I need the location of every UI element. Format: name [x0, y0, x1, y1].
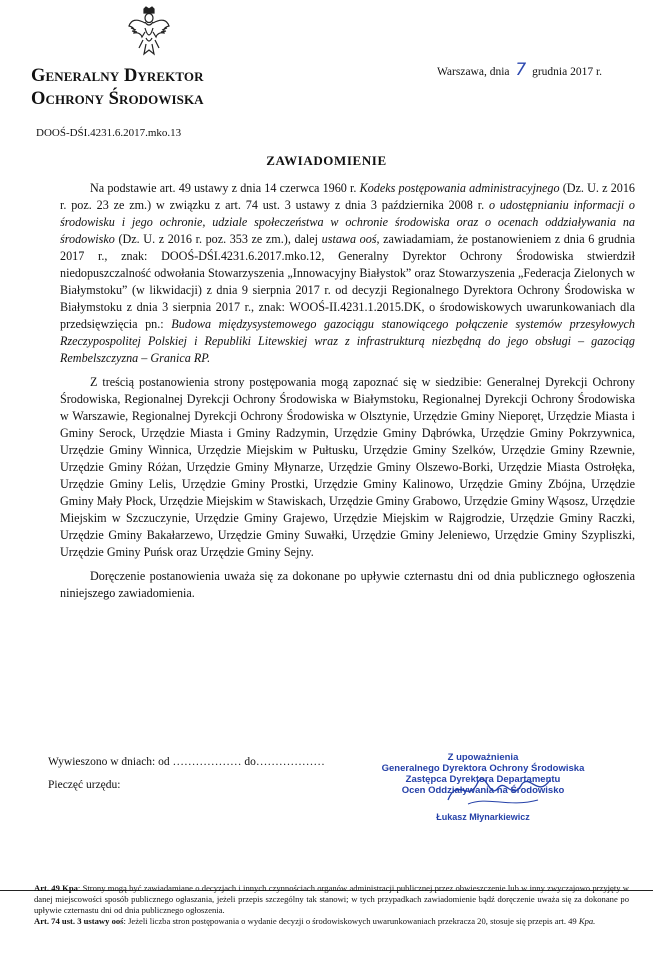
stamp-line-1: Z upoważnienia	[447, 752, 519, 763]
footnote-2-text: : Jeżeli liczba stron postępowania o wydanie decyzji o środowiskowych uwarunkowaniach przekracza 20, stosuje się przepis art. 49	[123, 916, 579, 926]
footnotes	[34, 883, 629, 927]
reference-number: DOOŚ-DŚI.4231.6.2017.mko.13	[36, 127, 182, 139]
issuer-line-2: Ochrony Środowiska	[31, 89, 204, 109]
document-title: ZAWIADOMIENIE	[266, 153, 387, 168]
polish-eagle-emblem-icon	[128, 6, 170, 56]
p1-text-a: Na podstawie art. 49 ustawy z dnia 14 czerwca 1960 r.	[90, 181, 360, 195]
place-prefix: Warszawa, dnia	[437, 66, 510, 78]
p1-text-e: (Dz. U. z 2016 r. poz. 353 ze zm.), dalej	[114, 232, 322, 246]
stamp-line-2: Generalnego Dyrektora Ochrony Środowiska	[381, 763, 585, 774]
handwritten-day: 7	[515, 60, 527, 80]
p1-project-name: Budowa międzysystemowego gazociągu stanowiącego połączenie systemów przesyłowych Rzeczypospolitej Polskiej i Republiki Litewskiej wraz z infrastrukturą niezbędną do jego obsługi – gazociąg Rembelszczyzna – Granica RP.	[60, 317, 636, 365]
posting-dates: Wywieszono w dniach: od ……………… do………………	[48, 756, 325, 768]
date-line	[437, 60, 602, 80]
authorization-stamp	[358, 752, 608, 823]
footnote-1-text: : Strony mogą być zawiadamiane o decyzjach i innych czynnościach organów administracji publicznej przez obwieszczenie lub w inny zwyczajowo przyjęty w danej miejscowości sposób publicznego ogłaszania, jeżeli przepis szczególny tak stanowi; w tych przypadkach zawiadomienie bądź doręczenie uważa się za dokonane po upływie czternastu dni od dnia publicznego ogłoszenia.	[34, 883, 629, 915]
p1-text-c: (Dz. U. z 2016 r. poz. 23 ze zm.) w związku z art. 74 ust. 3 ustawy z dnia 3 października 2008 r.	[60, 181, 635, 212]
stamp-line-4: Ocen Oddziaływania na Środowisko	[401, 785, 565, 796]
date-suffix: grudnia 2017 r.	[532, 66, 603, 78]
footnote-1	[34, 883, 629, 916]
document-body	[60, 180, 635, 609]
issuer-line-1: Generalny Dyrektor	[31, 66, 204, 86]
p1-abbrev: ustawa ooś	[321, 232, 377, 246]
p1-text-g: , zawiadamiam, że postanowieniem z dnia 6 grudnia 2017 r., znak: DOOŚ-DŚI.4231.6.2017.mko.12, Generalny Dyrektor Ochrony Środowiska stwierdził niedopuszczalność odwołania Stowarzyszenia „Innowacyjny Białystok” oraz Stowarzyszenia „Federacja Zielonych w Białymstoku” (w likwidacji) z dnia 9 sierpnia 2017 r. od decyzji Regionalnego Dyrektora Ochrony Środowiska w Białymstoku z dnia 3 sierpnia 2017 r., znak: WOOŚ-II.4231.1.2015.DK, o środowiskowych uwarunkowaniach dla przedsięwzięcia pn.:	[60, 232, 635, 331]
footnote-2	[34, 916, 629, 927]
paragraph-1	[60, 180, 635, 367]
issuer-name	[31, 65, 204, 111]
footnote-1-label: Art. 49 Kpa	[34, 883, 78, 893]
footnote-2-label: Art. 74 ust. 3 ustawy ooś	[34, 916, 124, 926]
signature-scribble-icon	[438, 770, 558, 810]
seal-label: Pieczęć urzędu:	[48, 779, 121, 791]
p1-act-title-2: o udostępnianiu informacji o środowisku i jego ochronie, udziale społeczeństwa w ochronie środowiska oraz o ocenach oddziaływania na środowisko	[60, 198, 635, 246]
paragraph-2: Z treścią postanowienia strony postępowania mogą zapoznać się w siedzibie: Generalnej Dyrekcji Ochrony Środowiska, Regionalnej Dyrekcji Ochrony Środowiska w Białymstoku, Regionalnej Dyrekcji Ochrony Środowiska w Warszawie, Regionalnej Dyrekcji Ochrony Środowiska w Olsztynie, Urzędzie Gminy Nieporęt, Urzędzie Miasta i Gminy Serock, Urzędzie Miasta i Gminy Radzymin, Urzędzie Gminy Dąbrówka, Urzędzie Gminy Pokrzywnica, Urzędzie Gminy Winnica, Urzędzie Miejskim w Pułtusku, Urzędzie Gminy Szelków, Urzędzie Gminy Rzewnie, Urzędzie Gminy Różan, Urzędzie Gminy Młynarze, Urzędzie Gminy Olszewo-Borki, Urzędzie Miasta Ostrołęka, Urzędzie Gminy Lelis, Urzędzie Gminy Prostki, Urzędzie Gminy Kalinowo, Urzędzie Gminy Zbójna, Urzędzie Gminy Mały Płock, Urzędzie Miejskim w Stawiskach, Urzędzie Gminy Grabowo, Urzędzie Gminy Wąsosz, Urzędzie Miejskim w Szczuczynie, Urzędzie Gminy Grajewo, Urzędzie Miejskim w Rajgrodzie, Urzędzie Gminy Raczki, Urzędzie Gminy Bakałarzewo, Urzędzie Gminy Suwałki, Urzędzie Gminy Jeleniewo, Urzędzie Gminy Szypliszki, Urzędzie Gminy Puńsk oraz Urzędzie Gminy Sejny.	[60, 375, 635, 559]
stamp-signatory-name: Łukasz Młynarkiewicz	[436, 812, 530, 822]
p1-act-title: Kodeks postępowania administracyjnego	[359, 181, 560, 195]
footnote-2-tail: Kpa.	[578, 916, 596, 926]
stamp-line-3: Zastępca Dyrektora Departamentu	[405, 774, 561, 785]
paragraph-3: Doręczenie postanowienia uważa się za dokonane po upływie czternastu dni od dnia publicznego ogłoszenia niniejszego zawiadomienia.	[60, 569, 635, 600]
